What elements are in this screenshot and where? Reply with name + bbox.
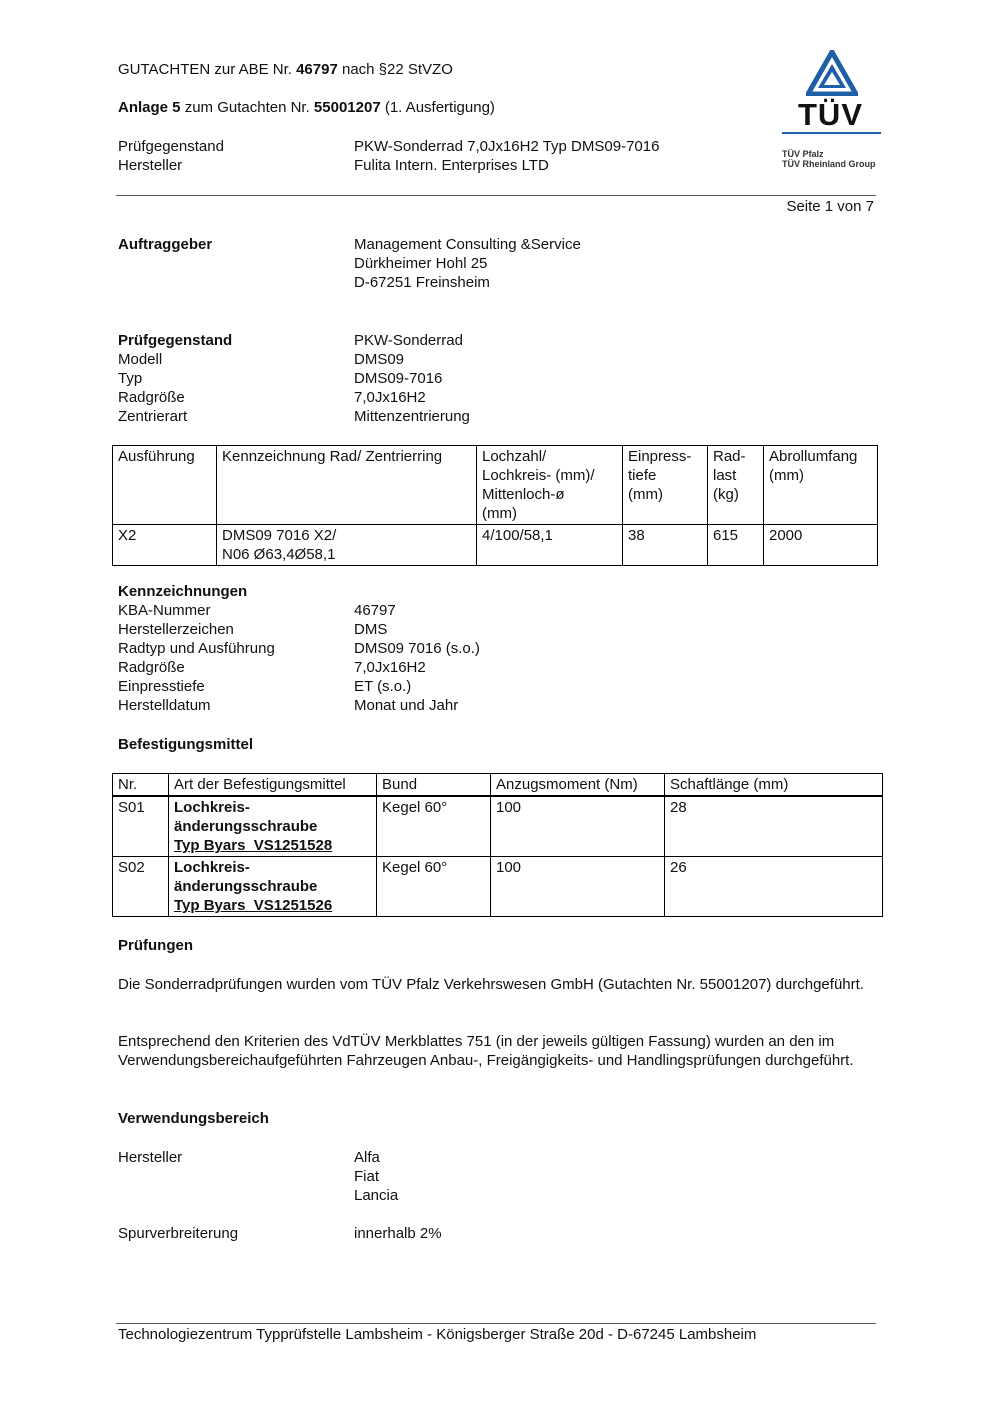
header-row: Prüfgegenstand PKW-Sonderrad 7,0Jx16H2 Typ DMS09-7016 [118,138,660,155]
table-cell: 38 [623,525,708,566]
list-item: Radgröße 7,0Jx16H2 [118,659,426,676]
spurverbreiterung-row: Spurverbreiterung innerhalb 2% [118,1225,442,1242]
pruefungen-heading: Prüfungen [118,937,193,954]
table-header-row [113,774,883,797]
header-info [118,137,659,175]
header-row: Hersteller Fulita Intern. Enterprises LTD [118,157,549,174]
table-row [113,857,883,917]
list-item: Einpresstiefe ET (s.o.) [118,678,412,695]
table-header-cell: Lochzahl/ Lochkreis- (mm)/ Mittenloch-ø (mm) [477,446,623,525]
table-row [113,796,883,857]
list-item: Herstellerzeichen DMS [118,621,388,638]
table-cell: 2000 [764,525,878,566]
table-header-cell: Kennzeichnung Rad/ Zentrierring [217,446,477,525]
auftraggeber-section: Auftraggeber Management Consulting &Service Dürkheimer Hohl 25 D-67251 Freinsheim [118,236,581,291]
table-header-cell: Nr. [113,774,169,797]
table-header-cell: Anzugsmoment (Nm) [491,774,665,797]
table-header-cell: Ausführung [113,446,217,525]
table-header-row [113,446,878,525]
befestigung-heading: Befestigungsmittel [118,736,254,753]
list-item: KBA-Nummer 46797 [118,602,396,619]
hersteller-list: Hersteller Alfa Fiat Lancia [118,1149,399,1204]
list-item: Herstelldatum Monat und Jahr [118,697,459,714]
footer-address: Technologiezentrum Typprüfstelle Lambsheim - Königsberger Straße 20d - D-67245 Lambsheim [118,1326,757,1343]
table-cell: 100 [491,796,665,857]
list-item: Radtyp und Ausführung DMS09 7016 (s.o.) [118,640,480,657]
table-header-cell: Bund [377,774,491,797]
table-cell: DMS09 7016 X2/ N06 Ø63,4Ø58,1 [217,525,477,566]
footer-divider [116,1323,876,1324]
pruefgegenstand-section: Prüfgegenstand PKW-Sonderrad Modell DMS09 Typ DMS09-7016 Radgröße 7,0Jx16H2 Zentrierart Mittenzentrierung [118,332,470,425]
kennzeichnungen-list [118,601,480,715]
table-cell: Lochkreis- änderungsschraube Typ Byars VS1251526 [169,857,377,917]
logo-subtitle: TÜV Pfalz TÜV Rheinland Group [782,149,876,169]
table-cell: 4/100/58,1 [477,525,623,566]
table-header-cell: Abrollumfang (mm) [764,446,878,525]
pruefungen-paragraph-2: Entsprechend den Kriterien des VdTÜV Merkblattes 751 (in der jeweils gültigen Fassung) wurden an den im Verwendungsbereichaufgeführten Fahrzeugen Anbau-, Freigängigkeits- und Handlingsprüfungen durchgeführt. [118,1033,854,1069]
table-cell: X2 [113,525,217,566]
table-cell: S01 [113,796,169,857]
logo-word: TÜV [798,97,863,132]
table-cell: 26 [665,857,883,917]
wheel-spec-table [112,445,878,566]
document-title: GUTACHTEN zur ABE Nr. 46797 nach §22 StVZO [118,61,453,78]
table-cell: Kegel 60° [377,857,491,917]
verwendung-heading: Verwendungsbereich [118,1110,269,1127]
table-cell: 28 [665,796,883,857]
page-number: Seite 1 von 7 [786,198,874,215]
table-header-cell: Art der Befestigungsmittel [169,774,377,797]
pruefungen-paragraph-1: Die Sonderradprüfungen wurden vom TÜV Pfalz Verkehrswesen GmbH (Gutachten Nr. 55001207) durchgeführt. [118,976,864,993]
table-row [113,525,878,566]
header-divider [116,195,876,196]
table-cell: S02 [113,857,169,917]
kennzeichnungen-heading: Kennzeichnungen [118,583,248,600]
table-header-cell: Schaftlänge (mm) [665,774,883,797]
table-header-cell: Einpress- tiefe (mm) [623,446,708,525]
table-cell: Lochkreis- änderungsschraube Typ Byars VS1251528 [169,796,377,857]
table-cell: 615 [708,525,764,566]
table-cell: 100 [491,857,665,917]
fastener-table [112,773,883,917]
logo-divider [782,132,881,134]
table-cell: Kegel 60° [377,796,491,857]
anlage-line: Anlage 5 zum Gutachten Nr. 55001207 (1. Ausfertigung) [118,99,495,116]
tuv-triangle-icon [806,50,858,96]
table-header-cell: Rad- last (kg) [708,446,764,525]
